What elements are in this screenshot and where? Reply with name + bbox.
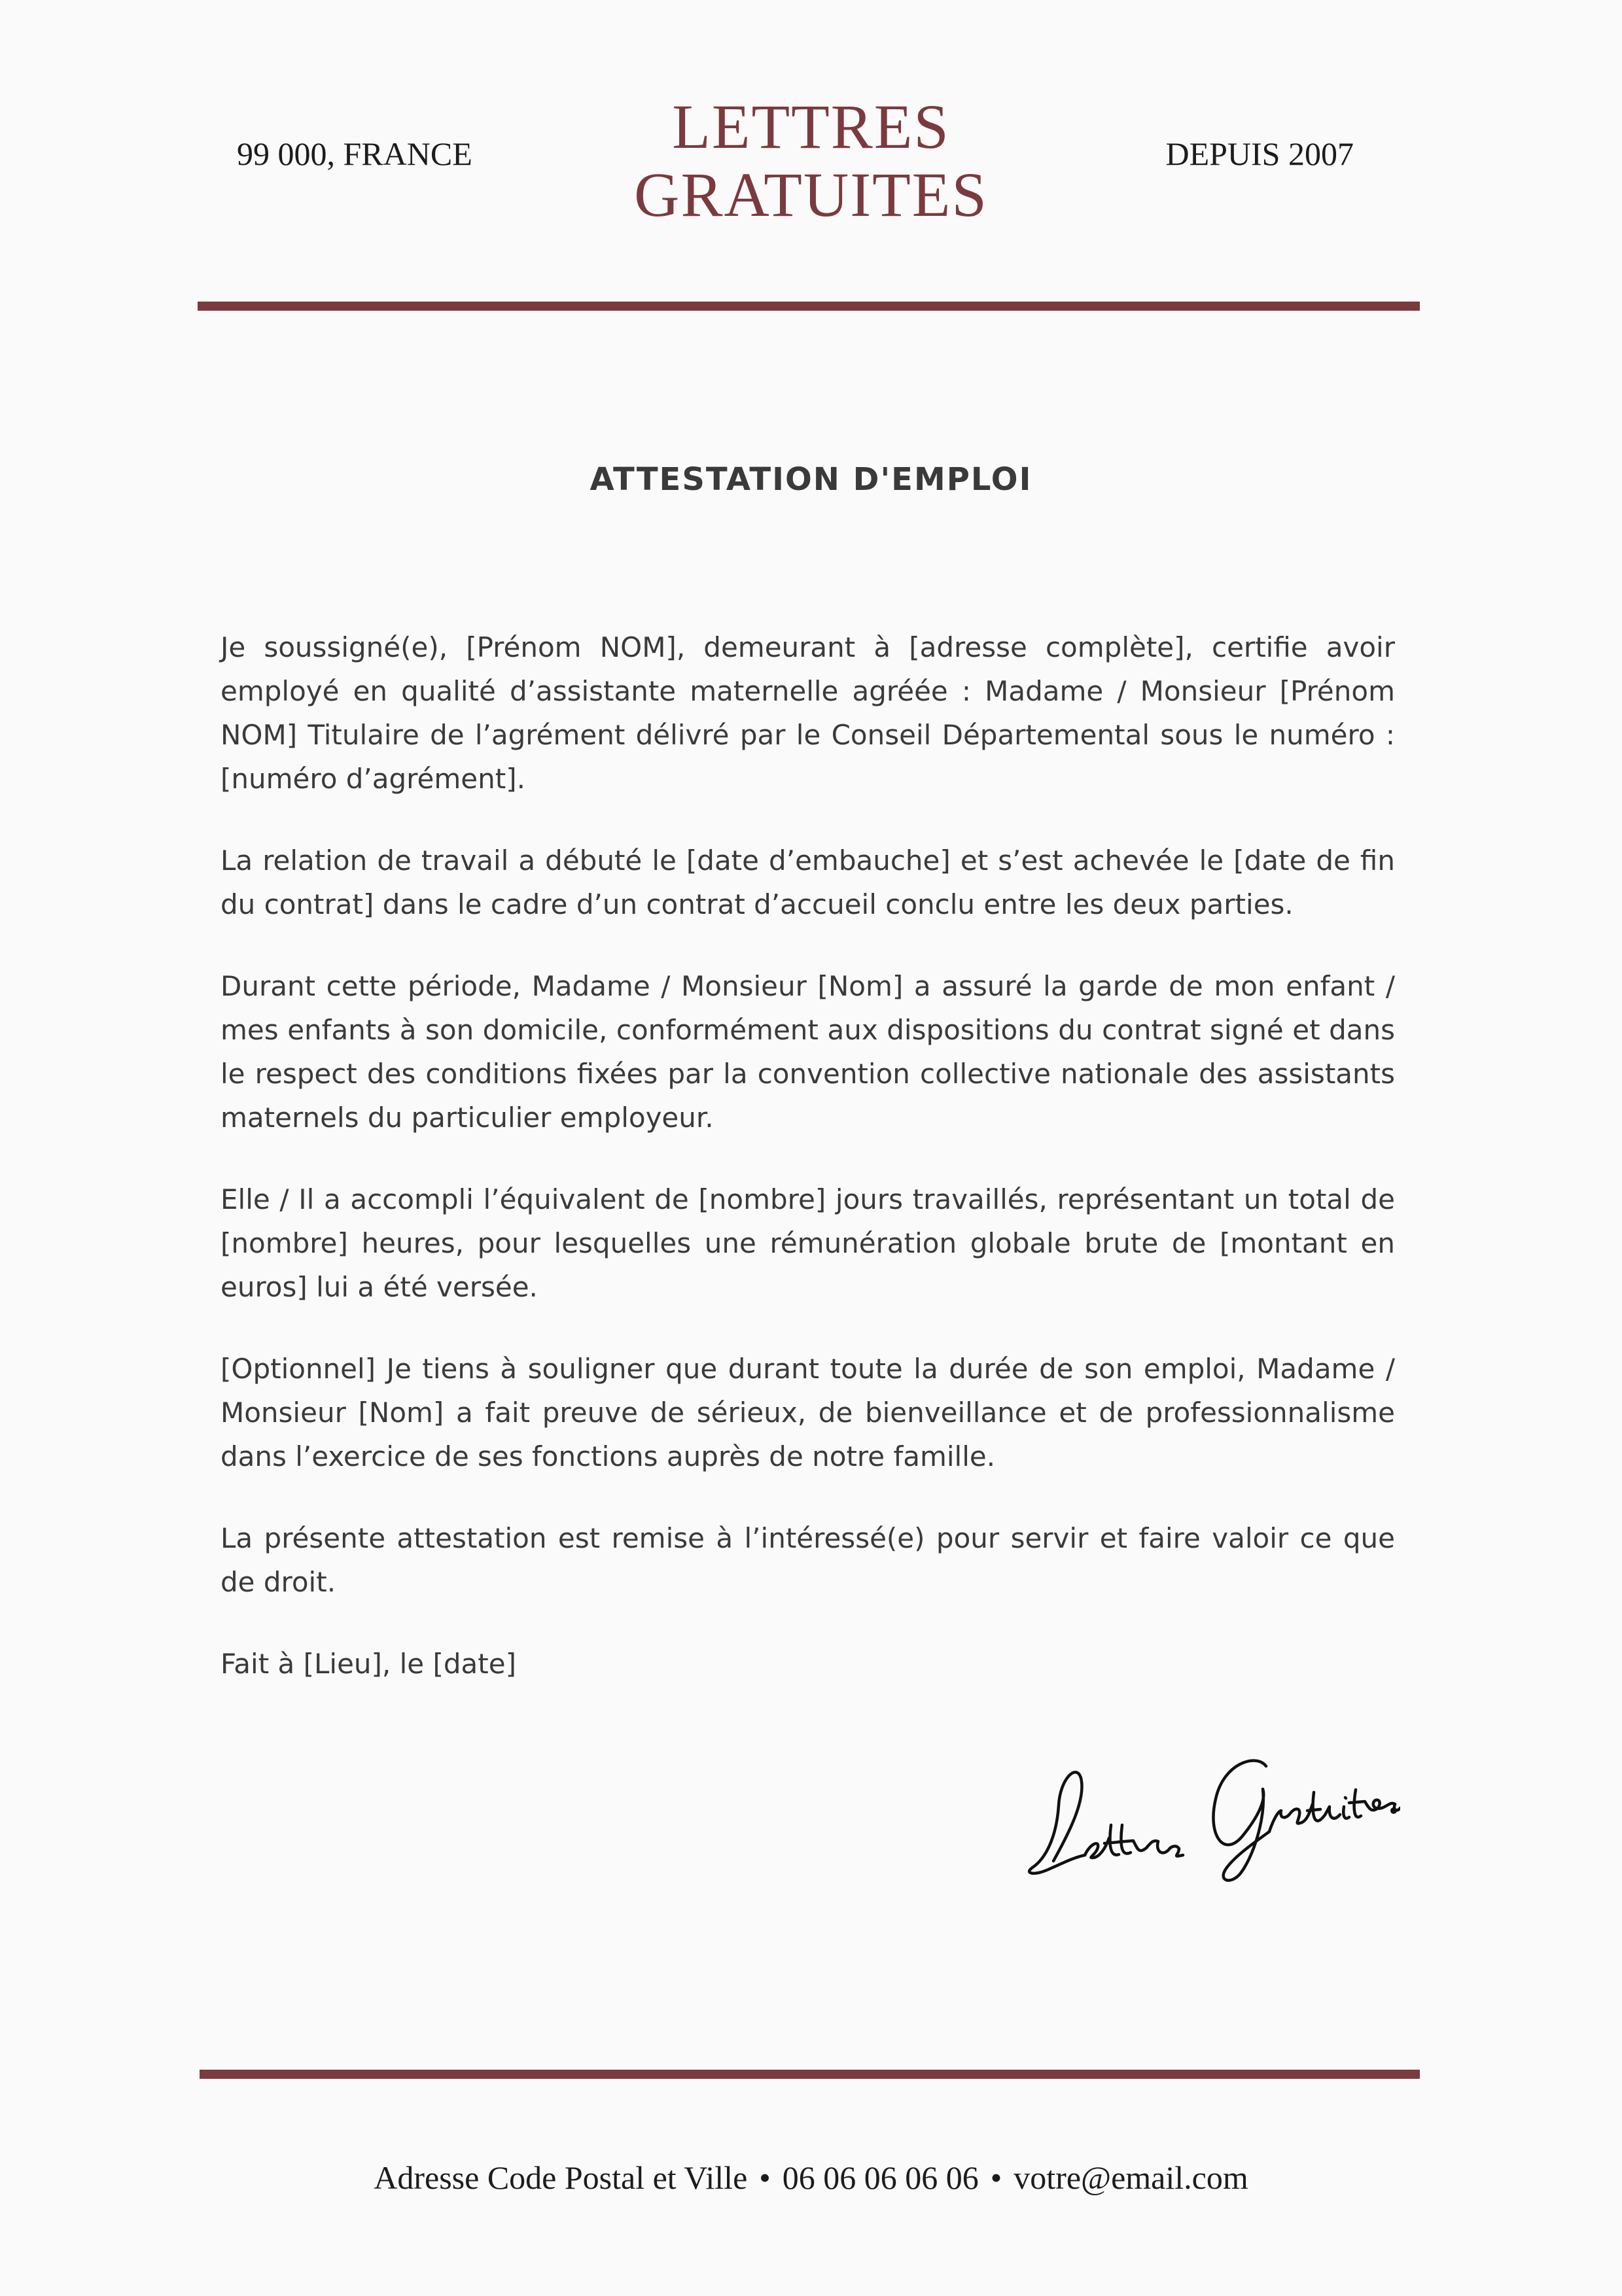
header-location: 99 000, FRANCE <box>237 135 472 172</box>
handwritten-signature <box>1008 1727 1400 1884</box>
bottom-divider <box>200 2070 1420 2079</box>
brand-logo <box>0 93 1622 229</box>
paragraph-6: La présente attestation est remise à l’intéressé(e) pour servir et faire valoir ce que de droit. <box>220 1522 1395 1598</box>
footer-phone: 06 06 06 06 06 <box>782 2159 979 2196</box>
paragraph-2: La relation de travail a débuté le [date d’embauche] et s’est achevée le [date de fin du contrat] dans le cadre d’un contrat d’accueil conclu entre les deux parties. <box>220 844 1395 920</box>
footer-contact <box>0 2159 1622 2197</box>
top-divider <box>198 302 1420 311</box>
paragraph-3: Durant cette période, Madame / Monsieur [Nom] a assuré la garde de mon enfant / mes enfants à son domicile, conformément aux dispositions du contrat signé et dans le respect des conditions fixées par la convention collective nationale des assistants maternels du particulier employeur. <box>220 970 1395 1134</box>
footer-address: Adresse Code Postal et Ville <box>374 2159 748 2196</box>
footer-email: votre@email.com <box>1014 2159 1248 2196</box>
header-since: DEPUIS 2007 <box>1165 135 1354 172</box>
letter-body <box>220 625 1395 1724</box>
brand-line-1: LETTRES <box>672 92 950 162</box>
footer-separator: • <box>990 2159 1002 2196</box>
document-title: ATTESTATION D'EMPLOI <box>590 461 1032 498</box>
paragraph-4: Elle / Il a accompli l’équivalent de [nombre] jours travaillés, représentant un total de [nombre] heures, pour lesquelles une rémunération globale brute de [montant en euros] lui a été versée. <box>220 1183 1395 1303</box>
place-date-line: Fait à [Lieu], le [date] <box>220 1648 516 1680</box>
paragraph-1: Je soussigné(e), [Prénom NOM], demeurant à [adresse complète], certifie avoir employé en qualité d’assistante maternelle agréée : Madame / Monsieur [Prénom NOM] Titulaire de l’agrément délivré par le Conseil Départemental sous le numéro : [numéro d’agrément]. <box>220 631 1395 795</box>
brand-line-2: GRATUITES <box>634 160 988 230</box>
footer-separator: • <box>759 2159 771 2196</box>
paragraph-5: [Optionnel] Je tiens à souligner que durant toute la durée de son emploi, Madame / Monsieur [Nom] a fait preuve de sérieux, de bienveillance et de professionnalisme dans l’exercice de ses fonctions auprès de notre famille. <box>220 1353 1395 1472</box>
